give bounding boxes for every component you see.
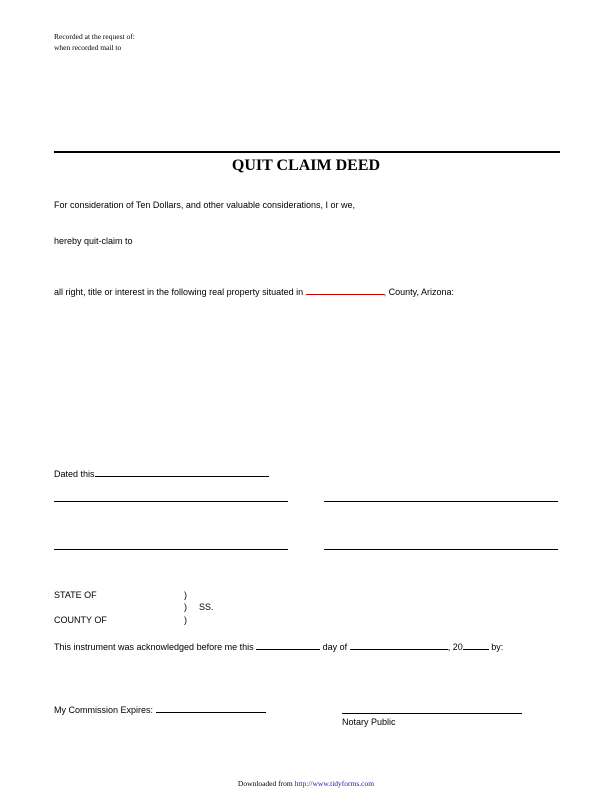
document-title: QUIT CLAIM DEED [231,157,381,174]
commission-line [54,704,266,715]
ack-year-prefix: , 20 [447,642,463,652]
state-label: STATE OF [54,590,97,600]
property-line [54,286,454,297]
paren-2: ) [184,602,187,612]
footer-download-note [0,779,612,788]
signature-line-left-2[interactable] [54,549,288,550]
footer-prefix: Downloaded from [237,779,293,788]
signature-line-left-1[interactable] [54,501,288,502]
recorded-request-label: Recorded at the request of: [54,32,135,41]
signature-line-right-2[interactable] [324,549,558,550]
dated-line [54,468,269,479]
commission-label: My Commission Expires: [54,705,154,715]
notary-public-label: Notary Public [342,717,396,727]
ss-label: SS. [199,602,214,612]
dated-label: Dated this [54,469,95,479]
paren-3: ) [184,615,187,625]
consideration-text: For consideration of Ten Dollars, and other valuable considerations, I or we, [54,200,355,210]
quitclaim-text: hereby quit-claim to [54,236,133,246]
header-divider [54,151,560,153]
county-blank[interactable] [306,286,384,295]
paren-1: ) [184,590,187,600]
ack-prefix: This instrument was acknowledged before me this [54,642,254,652]
dated-blank[interactable] [95,468,269,477]
notary-signature-line[interactable] [342,713,522,714]
county-label: COUNTY OF [54,615,107,625]
ack-day-of: day of [322,642,348,652]
acknowledgement-line [54,641,503,652]
property-suffix: , County, Arizona: [383,287,455,297]
commission-blank[interactable] [156,704,266,713]
ack-year-blank[interactable] [463,641,489,650]
signature-line-right-1[interactable] [324,501,558,502]
ack-month-blank[interactable] [350,641,448,650]
recorded-mail-label: when recorded mail to [54,43,122,52]
property-prefix: all right, title or interest in the following real property situated in [54,287,304,297]
ack-by: by: [491,642,504,652]
ack-day-blank[interactable] [256,641,320,650]
footer-link[interactable]: http://www.tidyforms.com [294,779,375,788]
